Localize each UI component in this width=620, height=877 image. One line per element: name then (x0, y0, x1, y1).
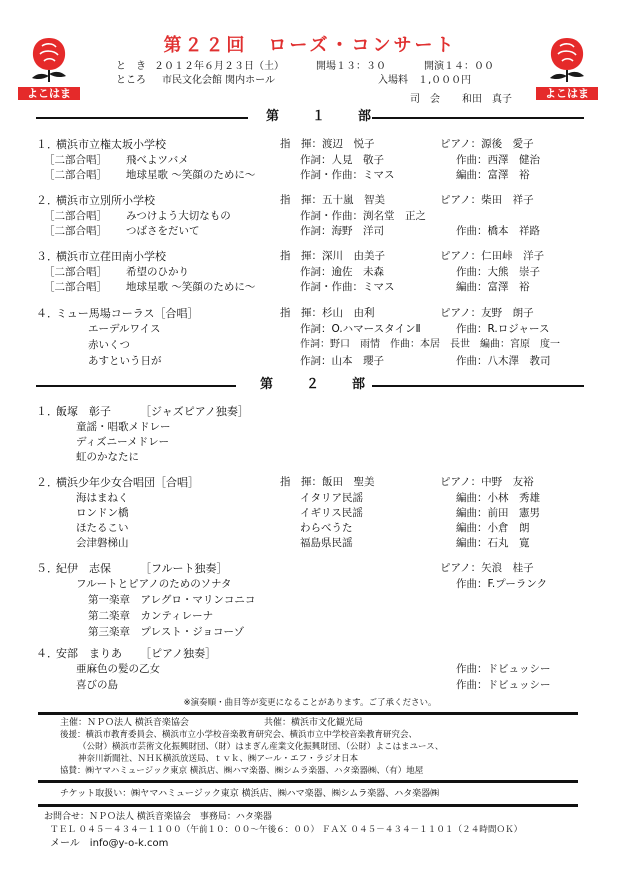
pianist: ピアノ：源後 愛子 (440, 138, 534, 150)
song-title: あすという日が (88, 355, 162, 367)
song-title: ロンドン橋 (76, 507, 129, 519)
song-credit: 作曲：F.プーランク (456, 578, 548, 590)
open-time: 開場１３：３０ (316, 61, 386, 72)
song-title: フルートとピアノのためのソナタ (76, 578, 232, 590)
song-credit: 作曲：橋本 祥路 (456, 225, 540, 237)
song-credit: 編曲：小林 秀雄 (456, 492, 540, 504)
part2-title: 第 ２ 部 (260, 377, 376, 392)
song-genre: ［二部合唱］ (44, 154, 107, 166)
item-number: ２． (36, 476, 58, 489)
song-origin: わらべうた (300, 522, 353, 534)
group-name: 横浜市立荏田南小学校 (56, 250, 166, 263)
song-title: みつけよう大切なもの (126, 210, 231, 222)
pianist: ピアノ：友野 朗子 (440, 307, 534, 319)
song-lyricist: 作詞：海野 洋司 (300, 225, 384, 237)
song-lyricist: 作詞：O.ハマースタインⅡ (300, 323, 421, 335)
song-genre: ［二部合唱］ (44, 266, 107, 278)
conductor: 指 揮：渡辺 悦子 (280, 138, 375, 150)
song-credit: 編曲：富澤 裕 (456, 169, 530, 181)
contact-phone-fax: ＴＥＬ ０４５－４３４－１１００（午前１０：００～午後６：００） ＦＡＸ ０４５－４３４－１１０１（２４時間ＯＫ） (50, 825, 523, 835)
mc-label: 司 会 (410, 94, 440, 105)
song-title: 喜びの島 (76, 679, 118, 691)
start-time: 開演１４：００ (424, 61, 494, 72)
song-title: ディズニーメドレー (76, 436, 170, 448)
pianist: ピアノ：中野 友裕 (440, 476, 534, 488)
song-credit: 作曲：大熊 崇子 (456, 266, 540, 278)
song-credit: 作曲：R.ロジャース (456, 323, 550, 335)
ticket-outlets: チケット取扱い：㈱ヤマハミュージック東京 横浜店、㈱ハマ楽器、㈱シムラ楽器、ハタ楽器㈱ (60, 789, 440, 799)
item-number: ２． (36, 194, 58, 207)
divider (36, 117, 248, 119)
conductor: 指 揮：深川 由美子 (280, 250, 385, 262)
performance-type: ［ジャズピアノ独奏］ (140, 405, 249, 418)
pianist: ピアノ：矢浪 桂子 (440, 562, 534, 574)
part1-title: 第 １ 部 (266, 109, 382, 124)
song-lyricist: 作詞：逾佐 未森 (300, 266, 384, 278)
song-title: 虹のかなたに (76, 451, 139, 463)
song-lyricist: 作詞：野口 雨情 作曲：本居 長世 編曲：宮原 度一 (300, 339, 560, 350)
item-number: ４． (36, 307, 58, 320)
conductor: 指 揮：五十嵐 智美 (280, 194, 385, 206)
movement-title: 第三楽章 プレスト・ジョコーゾ (88, 626, 245, 638)
divider (372, 385, 584, 387)
song-title: 地球星歌 ～笑顔のために～ (126, 281, 256, 293)
pianist: ピアノ：柴田 祥子 (440, 194, 534, 206)
song-credit: 編曲：石丸 寛 (456, 537, 530, 549)
contact-org: お問合せ：ＮＰＯ法人 横浜音楽協会 事務局：ハタ楽器 (44, 812, 272, 822)
venue-label: ところ (116, 75, 146, 86)
movement-title: 第二楽章 カンティレーナ (88, 610, 214, 622)
item-number: ４． (36, 647, 58, 660)
performance-type: ［フルート独奏］ (140, 562, 228, 575)
movement-title: 第一楽章 アレグロ・マリンコニコ (88, 594, 256, 606)
song-lyricist: 作詞：山本 瓔子 (300, 355, 384, 367)
divider (38, 712, 578, 715)
conductor: 指 揮：杉山 由利 (280, 307, 375, 319)
group-name: ミュー馬場コーラス［合唱］ (56, 307, 199, 320)
song-genre: ［二部合唱］ (44, 169, 107, 181)
item-number: １． (36, 405, 58, 418)
item-number: ５． (36, 562, 58, 575)
venue: 市民文化会館 関内ホール (162, 75, 275, 86)
performer-name: 飯塚 彰子 (56, 405, 111, 418)
song-title: 地球星歌 ～笑顔のために～ (126, 169, 256, 181)
song-credit: 作曲：ドビュッシー (456, 663, 551, 675)
item-number: １． (36, 138, 58, 151)
song-title: エーデルワイス (88, 323, 161, 335)
song-title: ほたるこい (76, 522, 129, 534)
page-title: 第２２回 ローズ・コンサート (163, 35, 457, 56)
song-title: 飛べよツバメ (126, 154, 189, 166)
song-origin: イギリス民謡 (300, 507, 363, 519)
divider (372, 117, 584, 119)
song-credit: 作曲：八木澤 教司 (456, 355, 551, 367)
song-title: つばさをだいて (126, 225, 200, 237)
logo-text: よこはま (18, 87, 80, 100)
song-credit: 作曲：ドビュッシー (456, 679, 551, 691)
divider (38, 780, 578, 783)
song-title: 亜麻色の髪の乙女 (76, 663, 160, 675)
song-title: 会津磐梯山 (76, 537, 129, 549)
song-credit: 編曲：富澤 裕 (456, 281, 530, 293)
performance-type: ［ピアノ独奏］ (140, 647, 217, 660)
group-name: 横浜市立権太坂小学校 (56, 138, 166, 151)
contact-email[interactable]: メール info@y-o-k.com (50, 838, 169, 849)
song-genre: ［二部合唱］ (44, 225, 107, 237)
song-credit: 編曲：前田 憲男 (456, 507, 540, 519)
support-line: 後援：横浜市教育委員会、横浜市立小学校音楽教育研究会、横浜市立中学校音楽教育研究会、 (60, 730, 418, 740)
song-origin: 福島県民謡 (300, 537, 353, 549)
song-title: 童謡・唱歌メドレー (76, 421, 171, 433)
change-notice: ※演奏順・曲目等が変更になることがあります。ご了承ください。 (183, 698, 437, 708)
admission-fee: 入場料 １,０００円 (378, 75, 472, 86)
performer-name: 紀伊 志保 (56, 562, 111, 575)
pianist: ピアノ：仁田峠 洋子 (440, 250, 545, 262)
divider (38, 804, 578, 807)
song-credit: 作曲：西澤 健治 (456, 154, 540, 166)
logo-text: よこはま (536, 87, 598, 100)
event-date: ２０１２年６月２３日（土） (154, 61, 284, 72)
song-title: 海はまねく (76, 492, 129, 504)
song-lyricist: 作詞・作曲：渕名堂 正之 (300, 210, 426, 222)
support-line: （公財）横浜市芸術文化振興財団、（財）はまぎん産業文化振興財団、（公財）よこはまユース、 (78, 742, 444, 752)
date-label: と き (116, 61, 146, 72)
song-title: 希望のひかり (126, 266, 189, 278)
song-credit: 編曲：小倉 朗 (456, 522, 530, 534)
performer-name: 安部 まりあ (56, 647, 122, 660)
song-title: 赤いくつ (88, 339, 130, 351)
mc-name: 和田 真子 (462, 94, 512, 105)
song-lyricist: 作詞：人見 敬子 (300, 154, 384, 166)
group-name: 横浜市立別所小学校 (56, 194, 155, 207)
support-line: 神奈川新聞社、ＮＨＫ横浜放送局、ｔｖｋ、㈱アール・エフ・ラジオ日本 (78, 754, 359, 764)
song-origin: イタリア民謡 (300, 492, 363, 504)
divider (36, 385, 236, 387)
item-number: ３． (36, 250, 58, 263)
song-lyricist: 作詞・作曲：ミマス (300, 281, 395, 293)
conductor: 指 揮：飯田 聖美 (280, 476, 375, 488)
cooperation: 協賛：㈱ヤマハミュージック東京 横浜店、㈱ハマ楽器、㈱シムラ楽器、ハタ楽器㈱、（有）地屋 (60, 766, 424, 776)
song-genre: ［二部合唱］ (44, 281, 107, 293)
song-genre: ［二部合唱］ (44, 210, 107, 222)
performer-name: 横浜少年少女合唱団［合唱］ (56, 476, 199, 489)
organizer: 主催：ＮＰＯ法人 横浜音楽協会 (60, 718, 189, 728)
cosponsor: 共催：横浜市文化観光局 (264, 718, 364, 728)
song-lyricist: 作詞・作曲：ミマス (300, 169, 395, 181)
